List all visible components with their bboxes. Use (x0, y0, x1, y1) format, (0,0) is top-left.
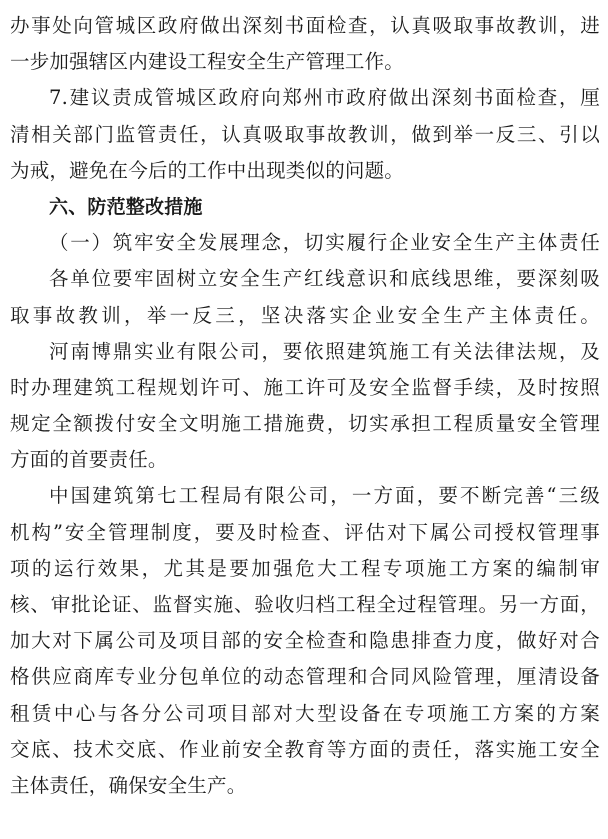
paragraph-line: 中国建筑第七工程局有限公司，一方面，要不断完善“三级 (49, 484, 600, 508)
paragraph-line: 为戒，避免在今后的工作中出现类似的问题。 (10, 158, 405, 182)
paragraph-line: 一步加强辖区内建设工程安全生产管理工作。 (10, 50, 405, 74)
paragraph-line: 7.建议责成管城区政府向郑州市政府做出深刻书面检查，厘 (49, 86, 600, 110)
paragraph-line: 规定全额拨付安全文明施工措施费，切实承担工程质量安全管理 (10, 412, 600, 436)
paragraph-line: 取事故教训，举一反三，坚决落实企业安全生产主体责任。 (10, 303, 600, 327)
paragraph-line: 时办理建筑工程规划许可、施工许可及安全监督手续，及时按照 (10, 375, 600, 399)
paragraph-line: 核、审批论证、监督实施、验收归档工程全过程管理。另一方面， (10, 593, 600, 616)
paragraph-line: 清相关部门监管责任，认真吸取事故教训，做到举一反三、引以 (10, 122, 600, 146)
paragraph-line: 方面的首要责任。 (10, 448, 168, 472)
section-heading: 六、防范整改措施 (49, 195, 203, 218)
paragraph-line: 项的运行效果，尤其是要加强危大工程专项施工方案的编制审 (10, 556, 600, 580)
paragraph-line: 河南博鼎实业有限公司，要依照建筑施工有关法律法规，及 (49, 339, 600, 363)
subsection-heading: （一）筑牢安全发展理念，切实履行企业安全生产主体责任 (49, 231, 600, 255)
paragraph-line: 办事处向管城区政府做出深刻书面检查，认真吸取事故教训，进 (10, 14, 600, 37)
paragraph-line: 主体责任，确保安全生产。 (10, 773, 247, 797)
paragraph-line: 格供应商库专业分包单位的动态管理和合同风险管理，厘清设备 (10, 665, 600, 689)
paragraph-line: 各单位要牢固树立安全生产红线意识和底线思维，要深刻吸 (49, 267, 600, 291)
paragraph-line: 交底、技术交底、作业前安全教育等方面的责任，落实施工安全 (10, 737, 600, 761)
paragraph-line: 机构”安全管理制度，要及时检查、评估对下属公司授权管理事 (10, 520, 600, 544)
paragraph-line: 加大对下属公司及项目部的安全检查和隐患排查力度，做好对合 (10, 629, 600, 653)
paragraph-line: 租赁中心与各分公司项目部对大型设备在专项施工方案的方案 (10, 701, 600, 725)
document-page (10, 8, 600, 804)
